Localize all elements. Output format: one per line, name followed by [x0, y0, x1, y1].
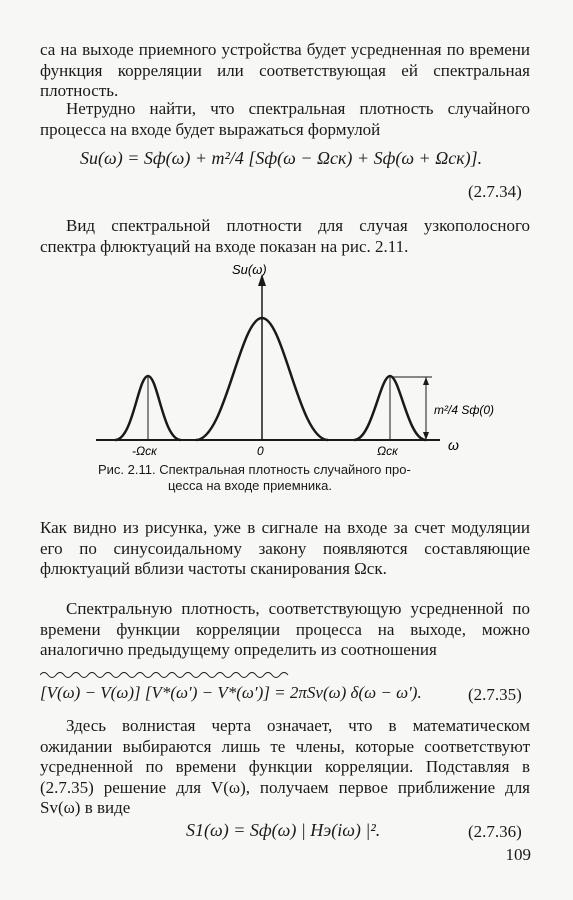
paragraph-4: Как видно из рисунка, уже в сигнале на входе за счет модуляции его по синусоидальному закону появляются составляющие флюктуаций вблизи частоты сканирования Ωск. [40, 518, 530, 578]
tick-label-minus-omega: -Ωск [132, 444, 157, 458]
paragraph-2 [40, 99, 530, 140]
paragraph-6-text: Здесь волнистая черта означает, что в математическом ожидании выбираются лишь те члены, которые соответствуют усредненной по времени функции корреляции. Подставляя в (2.7.35) решение для V(ω), получаем первое приближение для Sv(ω) в виде [40, 716, 530, 817]
paragraph-2-text: Нетрудно найти, что спектральная плотность случайного процесса на входе будет выражаться формулой [40, 99, 530, 139]
paragraph-5 [40, 599, 530, 661]
caption-line-1: Рис. 2.11. Спектральная плотность случайного про- [98, 462, 411, 477]
x-axis-label: ω [448, 437, 459, 453]
paragraph-1: са на выходе приемного устройства будет усредненная по времени функция корреляции или соответствующая ей спектральная плотность. [40, 40, 530, 100]
equation-2-7-34: Su(ω) = Sф(ω) + m²/4 [Sф(ω − Ωск) + Sф(ω + Ωск)]. [80, 148, 483, 168]
annotation-label: m²/4 Sф(0) [434, 403, 495, 417]
paragraph-3-text: Вид спектральной плотности для случая узкополосного спектра флюктуаций на входе показан на рис. 2.11. [40, 216, 530, 256]
tick-label-omega: Ωск [377, 444, 398, 458]
annotation-arrow-up [423, 377, 429, 385]
equation-number-2-7-34: (2.7.34) [468, 182, 522, 201]
paragraph-3 [40, 216, 530, 257]
equation-number-2-7-36: (2.7.36) [468, 822, 522, 841]
caption-line-2: цесса на входе приемника. [168, 478, 332, 493]
spectral-density-figure [0, 262, 573, 477]
equation-2-7-36: S1(ω) = Sф(ω) | Hэ(iω) |². [186, 820, 381, 840]
figure-caption [98, 462, 478, 494]
wavy-line [40, 670, 295, 680]
tick-label-zero: 0 [257, 444, 264, 458]
y-axis-label: Su(ω) [232, 262, 267, 277]
paragraph-5-text: Спектральную плотность, соответствующую усредненной по времени функции корреляции процесса на выходе, можно аналогично предыдущему определить из соотношения [40, 599, 530, 659]
paragraph-6 [40, 716, 530, 819]
equation-2-7-35: [V(ω) − V(ω)] [V*(ω′) − V*(ω′)] = 2πSv(ω) δ(ω − ω′). [40, 683, 422, 702]
equation-number-2-7-35: (2.7.35) [468, 685, 522, 704]
page-number: 109 [505, 845, 531, 864]
